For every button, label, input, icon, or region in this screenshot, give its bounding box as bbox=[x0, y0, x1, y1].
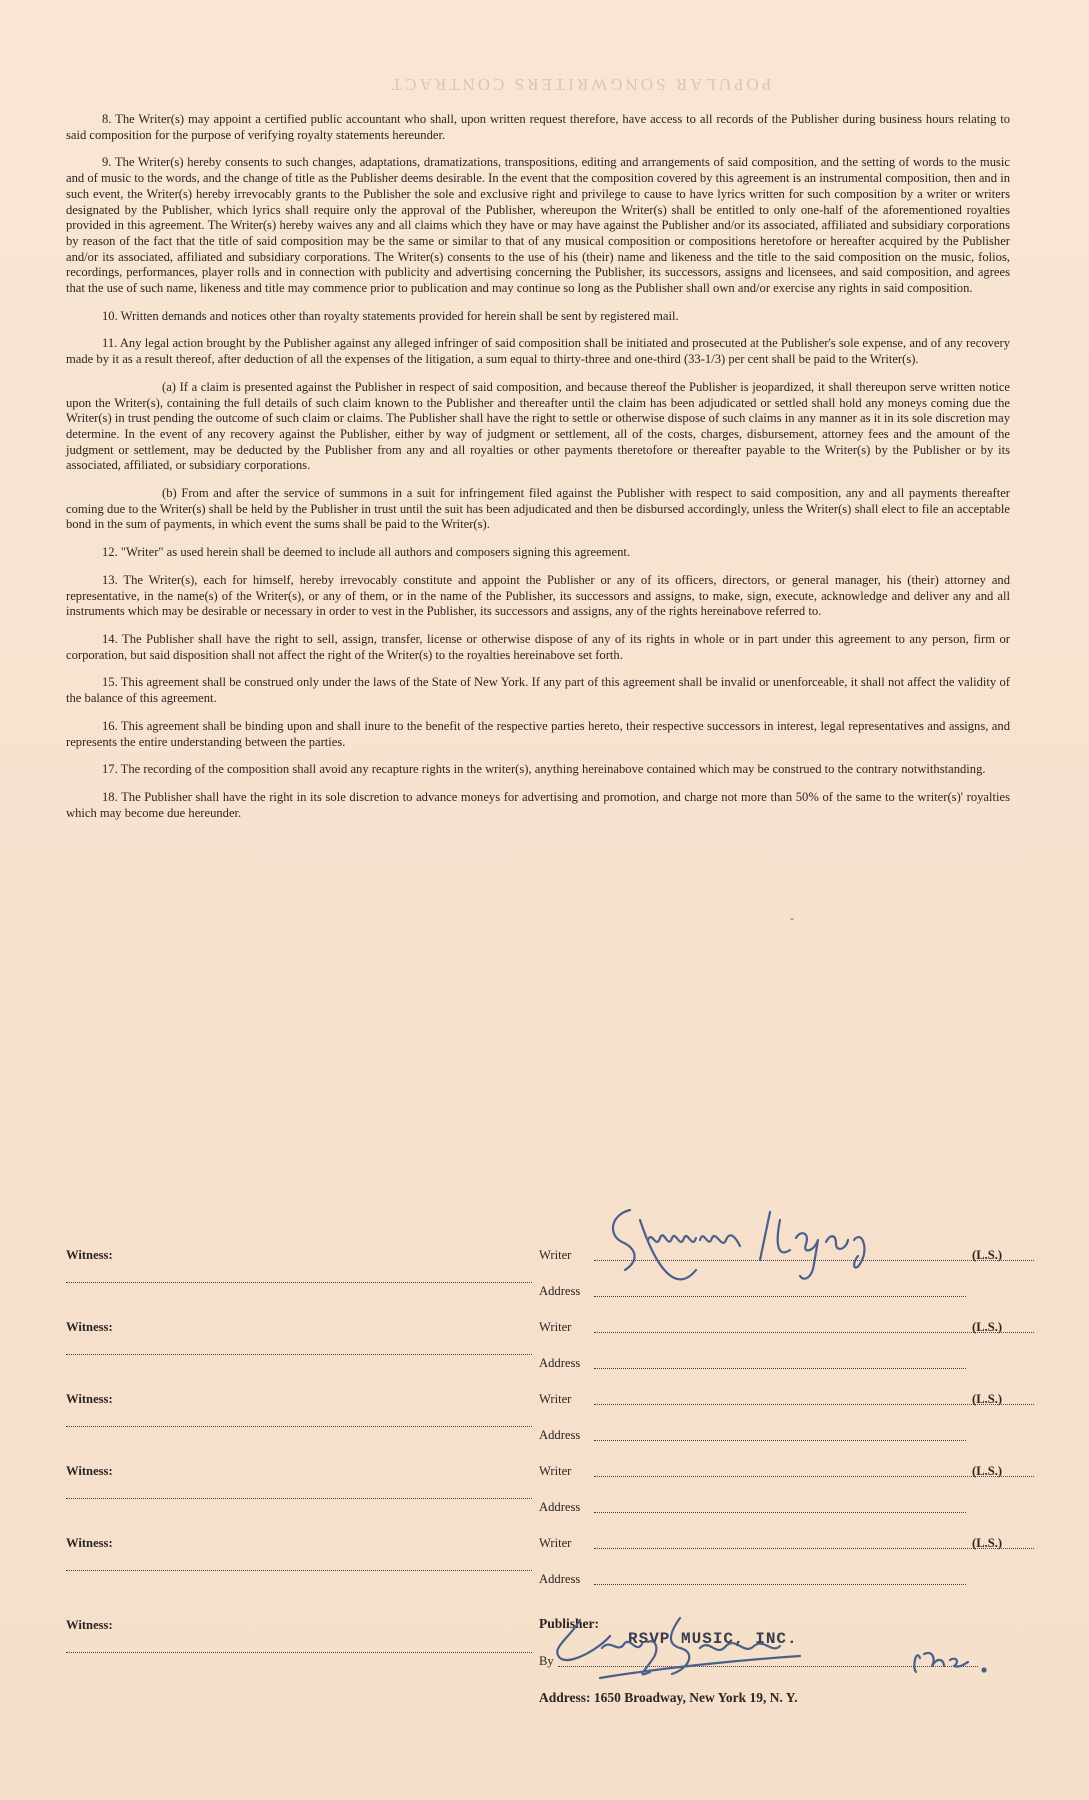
fold-mark: - bbox=[790, 911, 794, 925]
ls-label: (L.S.) bbox=[972, 1464, 1003, 1478]
address-label: Address bbox=[539, 1284, 581, 1298]
clause-10: 10. Written demands and notices other than royalty statements provided for herein shall be sent by registered mail. bbox=[102, 308, 679, 323]
by-label: By bbox=[539, 1654, 554, 1668]
ls-label: (L.S.) bbox=[972, 1248, 1003, 1262]
clause-18: 18. The Publisher shall have the right in its sole discretion to advance moneys for advertising and promotion, and charge not more than 50% of the same to the writer(s)' royalties which may become due hereunder. bbox=[66, 789, 1010, 820]
address-label: Address bbox=[539, 1356, 581, 1370]
clause-11a: (a) If a claim is presented against the Publisher in respect of said composition, and because thereof the Publisher is jeopardized, it shall thereupon serve written notice upon the Writer(s), containing the full details of such claim known to the Publisher and thereafter until the claim has been adjudicated or settled shall hold any moneys coming due the Writer(s) in trust pending the outcome of such claim or claims. The Publisher shall have the right to settle or otherwise dispose of such claims in any manner as it in its sole discretion may determine. In the event of any recovery against the Publisher, either by way of judgment or settlement, all of the costs, charges, disbursement, attorney fees and the amount of the judgment or settlement, may be deducted by the Publisher from any and all royalties or other payments theretofore or thereafter payable to the Writer(s) by the Publisher or by its associated, affiliated, or subsidiary corporations. bbox=[66, 379, 1010, 473]
address-label: Address bbox=[539, 1572, 581, 1586]
address-line[interactable] bbox=[594, 1584, 966, 1585]
address-line[interactable] bbox=[594, 1296, 966, 1297]
writer-signature-line[interactable] bbox=[594, 1404, 1034, 1405]
clause-16: 16. This agreement shall be binding upon and shall inure to the benefit of the respective parties hereto, their respective successors in interest, legal representatives and assigns, and represents the entire understanding between the parties. bbox=[66, 718, 1010, 749]
clause-9: 9. The Writer(s) hereby consents to such changes, adaptations, dramatizations, transpositions, editing and arrangements of said composition, and the setting of words to the music and of music to the words, and the change of title as the Publisher deems desirable. In the event that the composition covered by this agreement is an instrumental composition, then and in such event, the Writer(s) hereby irrevocably grants to the Publisher the sole and exclusive right and privilege to cause to have lyrics written for such composition by a writer or writers designated by the Publisher, which lyrics shall require only the approval of the Publisher, whereupon the Writer(s) shall be entitled to only one-half of the aforementioned royalties provided in this agreement. The Writer(s) hereby waives any and all claims which they have or may have against the Publisher and/or its associated, affiliated and subsidiary corporations by reason of the fact that the title of said composition may be the same or similar to that of any musical composition or compositions heretofore or hereafter acquired by the Publisher and/or its associated, affiliated and subsidiary corporations. The Writer(s) consents to the use of his (their) name and likeness and the title to the said composition on the music, folios, recordings, performances, player rolls and in connection with publicity and advertising concerning the Publisher, its successors, assigns and licensees, and said composition, and agrees that the use of such name, likeness and title may commence prior to publication and may continue so long as the Publisher shall own and/or exercise any rights in said composition. bbox=[66, 155, 1010, 296]
signature-row-5 bbox=[66, 1518, 1010, 1590]
address-label: Address bbox=[539, 1500, 581, 1514]
writer-label: Writer bbox=[539, 1464, 572, 1478]
signature-row-3 bbox=[66, 1374, 1010, 1446]
witness-label: Witness: bbox=[66, 1464, 113, 1478]
contract-clauses bbox=[66, 112, 1010, 833]
signature-row-1 bbox=[66, 1230, 1010, 1302]
writer-label: Writer bbox=[539, 1248, 572, 1262]
clause-8: 8. The Writer(s) may appoint a certified public accountant who shall, upon written request therefore, have access to all records of the Publisher during business hours relating to said composition for the purpose of verifying royalty statements hereunder. bbox=[66, 112, 1010, 142]
clause-11b: (b) From and after the service of summons in a suit for infringement filed against the Publisher with respect to said composition, any and all payments thereafter coming due to the Writer(s) shall be held by the Publisher in trust until the suit has been adjudicated and then be disbursed accordingly, unless the Writer(s) shall elect to file an acceptable bond in the sum of payments, in which event the sums shall be paid to the Writer(s). bbox=[66, 486, 1010, 532]
writer-label: Writer bbox=[539, 1536, 572, 1550]
witness-label: Witness: bbox=[66, 1248, 113, 1262]
address-line[interactable] bbox=[594, 1440, 966, 1441]
address-label: Address bbox=[539, 1428, 581, 1442]
witness-signature-line[interactable] bbox=[66, 1570, 532, 1571]
writer-signature-line[interactable] bbox=[594, 1332, 1034, 1333]
witness-label: Witness: bbox=[66, 1392, 113, 1406]
publisher-name-stamp: RSVP MUSIC, INC. bbox=[628, 1630, 798, 1648]
clause-15: 15. This agreement shall be construed only under the laws of the State of New York. If any part of this agreement shall be invalid or unenforceable, it shall not affect the validity of the balance of this agreement. bbox=[66, 675, 1010, 706]
clause-13: 13. The Writer(s), each for himself, hereby irrevocably constitute and appoint the Publisher or any of its officers, directors, or general manager, his (their) attorney and representative, in the name(s) of the Writer(s), or any of them, or in the name of the Publisher, its successors and assigns, to make, sign, execute, acknowledge and deliver any and all instruments which may be desirable or necessary in order to vest in the Publisher, its successors and assigns, any of the rights hereinabove referred to. bbox=[66, 572, 1010, 619]
witness-signature-line[interactable] bbox=[66, 1282, 532, 1283]
ls-label: (L.S.) bbox=[972, 1320, 1003, 1334]
clause-11: 11. Any legal action brought by the Publisher against any alleged infringer of said composition shall be initiated and prosecuted at the Publisher's sole expense, and of any recovery made by it as a result thereof, after deduction of all the expenses of the litigation, a sum equal to thirty-three and one-third (33-1/3) per cent shall be paid to the Writer(s). bbox=[66, 336, 1010, 367]
publisher-block bbox=[66, 1610, 1010, 1750]
ls-label: (L.S.) bbox=[972, 1536, 1003, 1550]
address-line[interactable] bbox=[594, 1512, 966, 1513]
witness-signature-line[interactable] bbox=[66, 1498, 532, 1499]
signature-row-2 bbox=[66, 1302, 1010, 1374]
witness-signature-line[interactable] bbox=[66, 1426, 532, 1427]
clause-17: 17. The recording of the composition shall avoid any recapture rights in the writer(s), anything hereinabove contained which may be construed to the contrary notwithstanding. bbox=[102, 762, 986, 777]
writer-label: Writer bbox=[539, 1392, 572, 1406]
clause-14: 14. The Publisher shall have the right to sell, assign, transfer, license or otherwise dispose of any of its rights in whole or in part under this agreement to any person, firm or corporation, but said disposition shall not affect the right of the Writer(s) to the royalties hereinabove set forth. bbox=[66, 631, 1010, 662]
publisher-label: Publisher: bbox=[539, 1616, 600, 1631]
signature-row-4 bbox=[66, 1446, 1010, 1518]
address-line[interactable] bbox=[594, 1368, 966, 1369]
ls-label: (L.S.) bbox=[972, 1392, 1003, 1406]
writer-signature-line[interactable] bbox=[594, 1476, 1034, 1477]
writer-signature-line[interactable] bbox=[594, 1260, 1034, 1261]
publisher-signature-line[interactable] bbox=[558, 1666, 978, 1667]
publisher-address: Address: 1650 Broadway, New York 19, N. Y. bbox=[539, 1690, 798, 1705]
bleed-through-title: POPULAR SONGWRITERS CONTRACT bbox=[388, 75, 772, 94]
witness-label: Witness: bbox=[66, 1618, 113, 1632]
writer-label: Writer bbox=[539, 1320, 572, 1334]
witness-label: Witness: bbox=[66, 1536, 113, 1550]
witness-signature-line[interactable] bbox=[66, 1652, 532, 1653]
witness-label: Witness: bbox=[66, 1320, 113, 1334]
writer-signature-line[interactable] bbox=[594, 1548, 1034, 1549]
witness-signature-line[interactable] bbox=[66, 1354, 532, 1355]
clause-12: 12. "Writer" as used herein shall be deemed to include all authors and composers signing this agreement. bbox=[102, 545, 631, 560]
